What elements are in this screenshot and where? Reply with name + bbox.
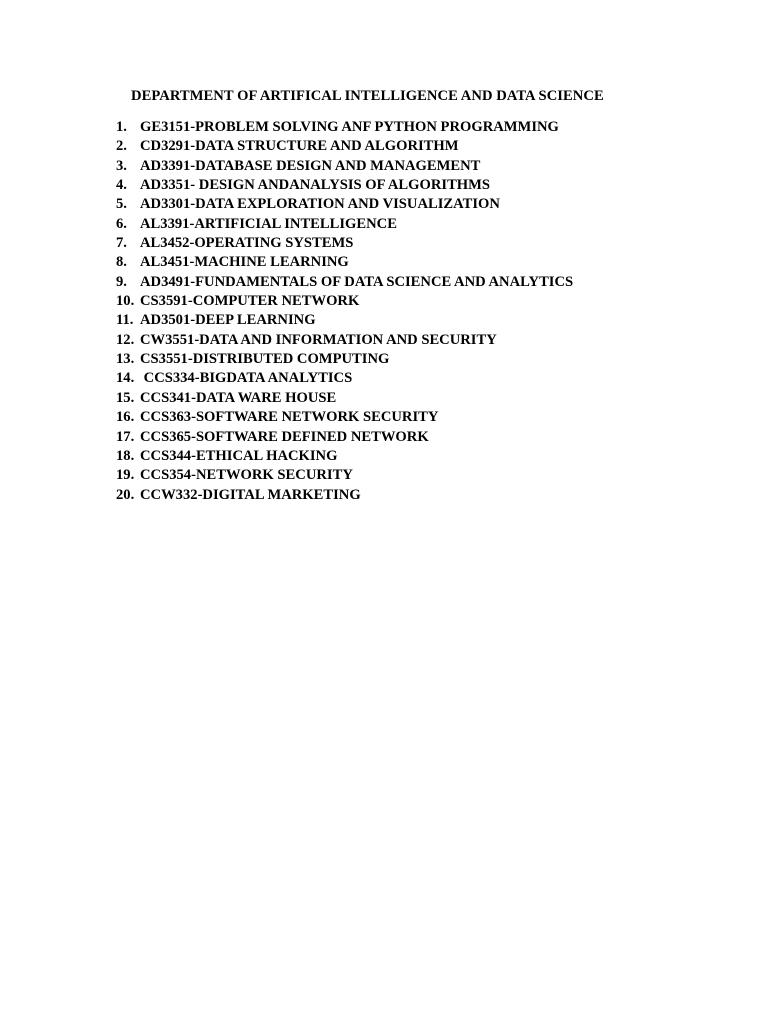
course-text: CCS344-ETHICAL HACKING bbox=[140, 447, 338, 464]
course-text: CCS341-DATA WARE HOUSE bbox=[140, 389, 337, 406]
course-text: CD3291-DATA STRUCTURE AND ALGORITHM bbox=[140, 138, 459, 155]
course-number: 14. bbox=[116, 370, 135, 387]
course-item bbox=[116, 350, 573, 369]
course-number: 12. bbox=[116, 331, 135, 348]
course-item bbox=[116, 176, 573, 195]
course-number: 4. bbox=[116, 177, 127, 194]
course-item bbox=[116, 118, 573, 137]
course-text: AL3452-OPERATING SYSTEMS bbox=[140, 235, 354, 252]
course-text: AD3301-DATA EXPLORATION AND VISUALIZATION bbox=[140, 196, 500, 213]
course-text: CCW332-DIGITAL MARKETING bbox=[140, 486, 361, 503]
course-item bbox=[116, 311, 573, 330]
course-number: 15. bbox=[116, 389, 135, 406]
course-number: 16. bbox=[116, 409, 135, 426]
course-number: 3. bbox=[116, 157, 127, 174]
course-item bbox=[116, 234, 573, 253]
course-item bbox=[116, 137, 573, 156]
course-item bbox=[116, 408, 573, 427]
course-item bbox=[116, 447, 573, 466]
course-number: 10. bbox=[116, 293, 135, 310]
course-text: AD3351- DESIGN ANDANALYSIS OF ALGORITHMS bbox=[140, 177, 491, 194]
course-text: AD3501-DEEP LEARNING bbox=[140, 312, 316, 329]
course-item bbox=[116, 486, 573, 505]
course-number: 5. bbox=[116, 196, 127, 213]
course-text: AL3451-MACHINE LEARNING bbox=[140, 254, 349, 271]
course-number: 11. bbox=[116, 312, 134, 329]
course-text: AD3491-FUNDAMENTALS OF DATA SCIENCE AND ANALYTICS bbox=[140, 273, 574, 290]
course-text: CS3551-DISTRIBUTED COMPUTING bbox=[140, 351, 390, 368]
course-text: GE3151-PROBLEM SOLVING ANF PYTHON PROGRAMMING bbox=[140, 119, 559, 135]
course-text: CS3591-COMPUTER NETWORK bbox=[140, 293, 360, 310]
course-number: 1. bbox=[116, 119, 127, 135]
course-item bbox=[116, 369, 573, 388]
course-text: CCS365-SOFTWARE DEFINED NETWORK bbox=[140, 428, 429, 445]
course-number: 18. bbox=[116, 447, 135, 464]
document-title: DEPARTMENT OF ARTIFICAL INTELLIGENCE AND DATA SCIENCE bbox=[131, 88, 604, 104]
course-number: 7. bbox=[116, 235, 127, 252]
course-number: 2. bbox=[116, 138, 127, 155]
course-text: CCS354-NETWORK SECURITY bbox=[140, 467, 353, 484]
course-list bbox=[116, 118, 573, 505]
course-number: 17. bbox=[116, 428, 135, 445]
course-item bbox=[116, 273, 573, 292]
course-number: 8. bbox=[116, 254, 127, 271]
course-item bbox=[116, 466, 573, 485]
course-item bbox=[116, 157, 573, 176]
course-text: CCS363-SOFTWARE NETWORK SECURITY bbox=[140, 409, 439, 426]
course-number: 20. bbox=[116, 486, 135, 503]
course-text: AL3391-ARTIFICIAL INTELLIGENCE bbox=[140, 215, 397, 232]
course-text: CW3551-DATA AND INFORMATION AND SECURITY bbox=[140, 331, 497, 348]
course-item bbox=[116, 389, 573, 408]
course-item bbox=[116, 428, 573, 447]
course-number: 19. bbox=[116, 467, 135, 484]
course-text: AD3391-DATABASE DESIGN AND MANAGEMENT bbox=[140, 157, 481, 174]
course-number: 13. bbox=[116, 351, 135, 368]
course-text: CCS334-BIGDATA ANALYTICS bbox=[140, 370, 353, 387]
course-item bbox=[116, 253, 573, 272]
course-item bbox=[116, 195, 573, 214]
course-item bbox=[116, 215, 573, 234]
course-item bbox=[116, 292, 573, 311]
course-item bbox=[116, 331, 573, 350]
course-number: 6. bbox=[116, 215, 127, 232]
course-number: 9. bbox=[116, 273, 127, 290]
